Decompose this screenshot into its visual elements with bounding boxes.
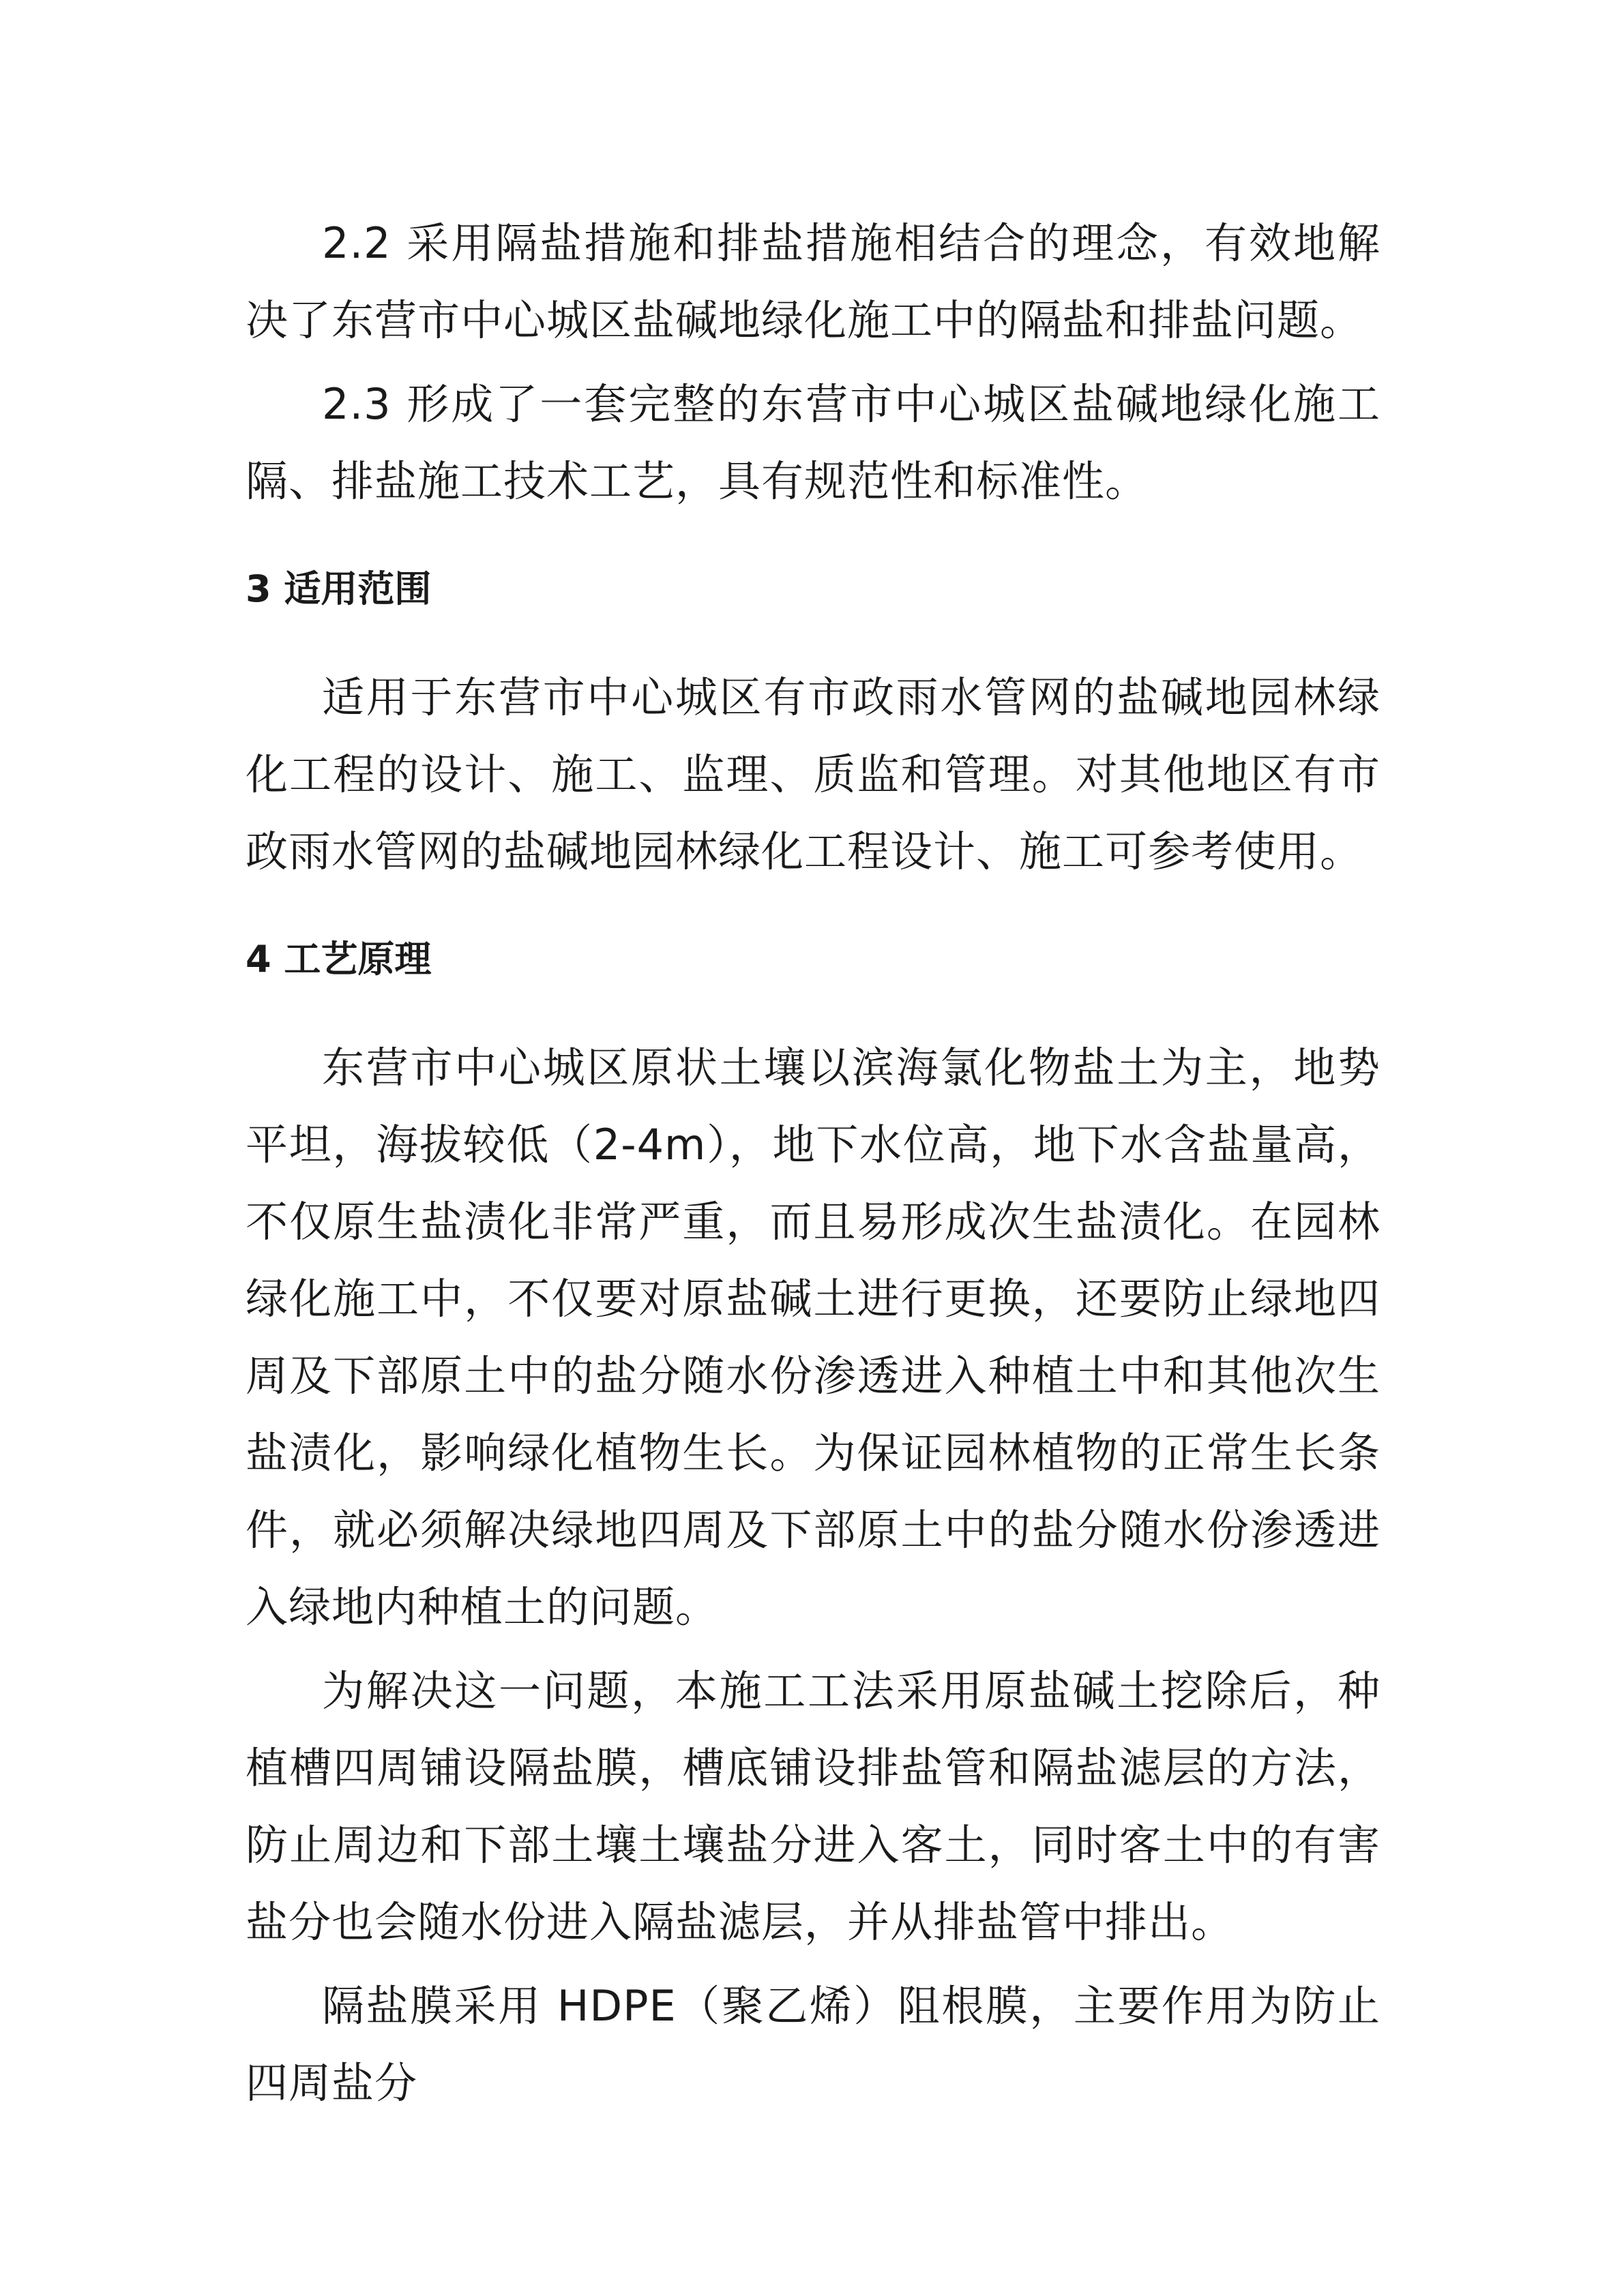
paragraph-2-2: 2.2 采用隔盐措施和排盐措施相结合的理念，有效地解决了东营市中心城区盐碱地绿化施工中的隔盐和排盐问题。: [246, 218, 1381, 345]
document-body: [246, 205, 1381, 2121]
section-heading-4: 4 工艺原理: [246, 938, 432, 981]
paragraph-scope: 适用于东营市中心城区有市政雨水管网的盐碱地园林绿化工程的设计、施工、监理、质监和管理。对其他地区有市政雨水管网的盐碱地园林绿化工程设计、施工可参考使用。: [246, 672, 1381, 876]
paragraph-principle-1: 东营市中心城区原状土壤以滨海氯化物盐土为主，地势平坦，海拔较低（2-4m），地下水位高，地下水含盐量高，不仅原生盐渍化非常严重，而且易形成次生盐渍化。在园林绿化施工中，不仅要对原盐碱土进行更换，还要防止绿地四周及下部原土中的盐分随水份渗透进入种植土中和其他次生盐渍化，影响绿化植物生长。为保证园林植物的正常生长条件，就必须解决绿地四周及下部原土中的盐分随水份渗透进入绿地内种植土的问题。: [246, 1043, 1381, 1632]
paragraph-principle-3: 隔盐膜采用 HDPE（聚乙烯）阻根膜，主要作用为防止四周盐分: [246, 1981, 1381, 2108]
paragraph-principle-2: 为解决这一问题，本施工工法采用原盐碱土挖除后，种植槽四周铺设隔盐膜，槽底铺设排盐管和隔盐滤层的方法，防止周边和下部土壤土壤盐分进入客土，同时客土中的有害盐分也会随水份进入隔盐滤层，并从排盐管中排出。: [246, 1666, 1381, 1947]
section-heading-3: 3 适用范围: [246, 567, 432, 610]
paragraph-2-3: 2.3 形成了一套完整的东营市中心城区盐碱地绿化施工隔、排盐施工技术工艺，具有规范性和标准性。: [246, 379, 1381, 506]
